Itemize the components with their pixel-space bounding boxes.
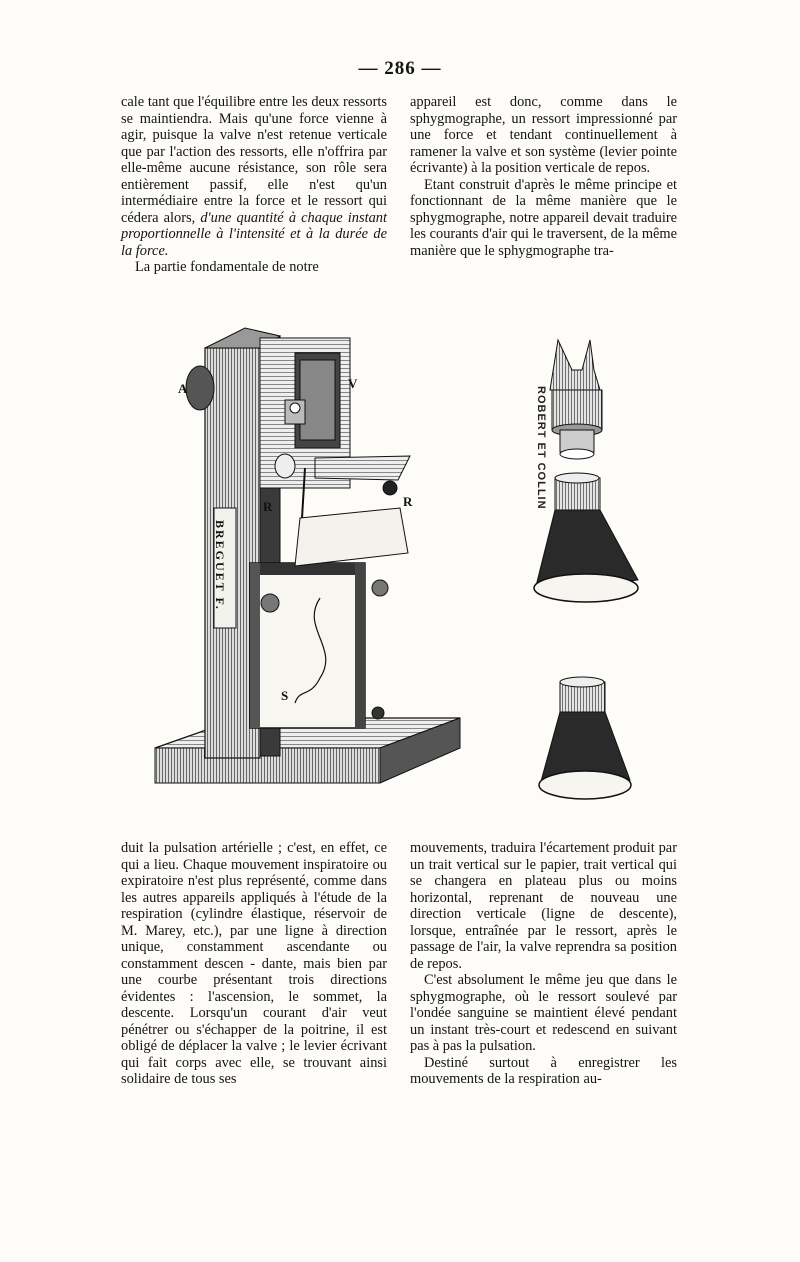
- text-run: cale tant que l'équilibre entre les deux ressorts se maintiendra. Mais qu'une force vienne à agir, puisque la valve n'est retenue verticale que par l'action des ressorts, elle n'offrira par elle-même aucune résistance, son rôle sera entièrement passif, elle n'est qu'un intermédiaire entre la force et le ressort qui cédera alors,: [121, 94, 387, 226]
- paragraph: [121, 94, 387, 259]
- paragraph: Destiné surtout à enregistrer les mouvements de la respiration au-: [410, 1054, 677, 1087]
- text-column-left-top: [121, 94, 387, 276]
- figure-label-r: R: [263, 499, 273, 514]
- engraver-credit: ROBERT ET COLLIN: [535, 386, 547, 510]
- text-column-right-bottom: [410, 840, 677, 1088]
- page-number: — 286 —: [358, 58, 442, 79]
- paragraph: appareil est donc, comme dans le sphygmographe, un ressort impressionné par une force et tendant continuellement à ramener la valve et son système (levier pointe écrivante) à la position verticale de repos.: [410, 94, 677, 176]
- text-column-right-top: [410, 94, 677, 259]
- paragraph: duit la pulsation artérielle ; c'est, en effet, ce qui a lieu. Chaque mouvement inspiratoire ou expiratoire n'est plus représenté, comme dans les autres appareils appliqués à l'étude de la respiration (cylindre élastique, réservoir de M. Marey, etc.), par une ligne à direction unique, constamment ascendante ou constamment descen - dante, mais bien par une courbe présentant trois directions évidentes : l'ascension, le sommet, la descente. Lorsqu'un courant d'air veut pénétrer ou s'échapper de la poitrine, il est obligé de déplacer la valve ; le levier écrivant qui fait corps avec elle, se trouvant ainsi solidaire de tous ses: [121, 840, 387, 1087]
- emphasis-text: d'une quantité à chaque instant proportionnelle à l'intensité et à la durée de la force.: [121, 209, 387, 259]
- figure-label-s: S: [281, 688, 289, 703]
- text-column-left-bottom: [121, 840, 387, 1088]
- figure-label-v: V: [348, 376, 358, 391]
- paragraph: Etant construit d'après le même principe et fonctionnant de la même manière que le sphygmographe, notre appareil devait traduire les courants d'air qui le traversent, de la même manière que le sphygmographe tra-: [410, 176, 677, 259]
- paragraph: mouvements, traduira l'écartement produit par un trait vertical sur le papier, trait vertical qui se changera en plateau plus ou moins horizontal, reprenant de nouveau une direction verticale (ligne de descente), lorsque, entraînée par le ressort, après le passage de l'air, la valve reprendra sa position de repos.: [410, 840, 677, 972]
- figure-label-a: A: [178, 381, 188, 396]
- paragraph: C'est absolument le même jeu que dans le sphygmographe, où le ressort soulevé par l'ondée sanguine se maintient élevé pendant un instant très-court et redescend en suivant pas à pas la pulsation.: [410, 972, 677, 1054]
- figure-label-r: R: [403, 494, 413, 509]
- apparatus-illustration: [150, 308, 470, 798]
- brand-plate-text: BREGUET F.: [213, 520, 227, 611]
- paragraph: La partie fondamentale de notre: [135, 259, 319, 275]
